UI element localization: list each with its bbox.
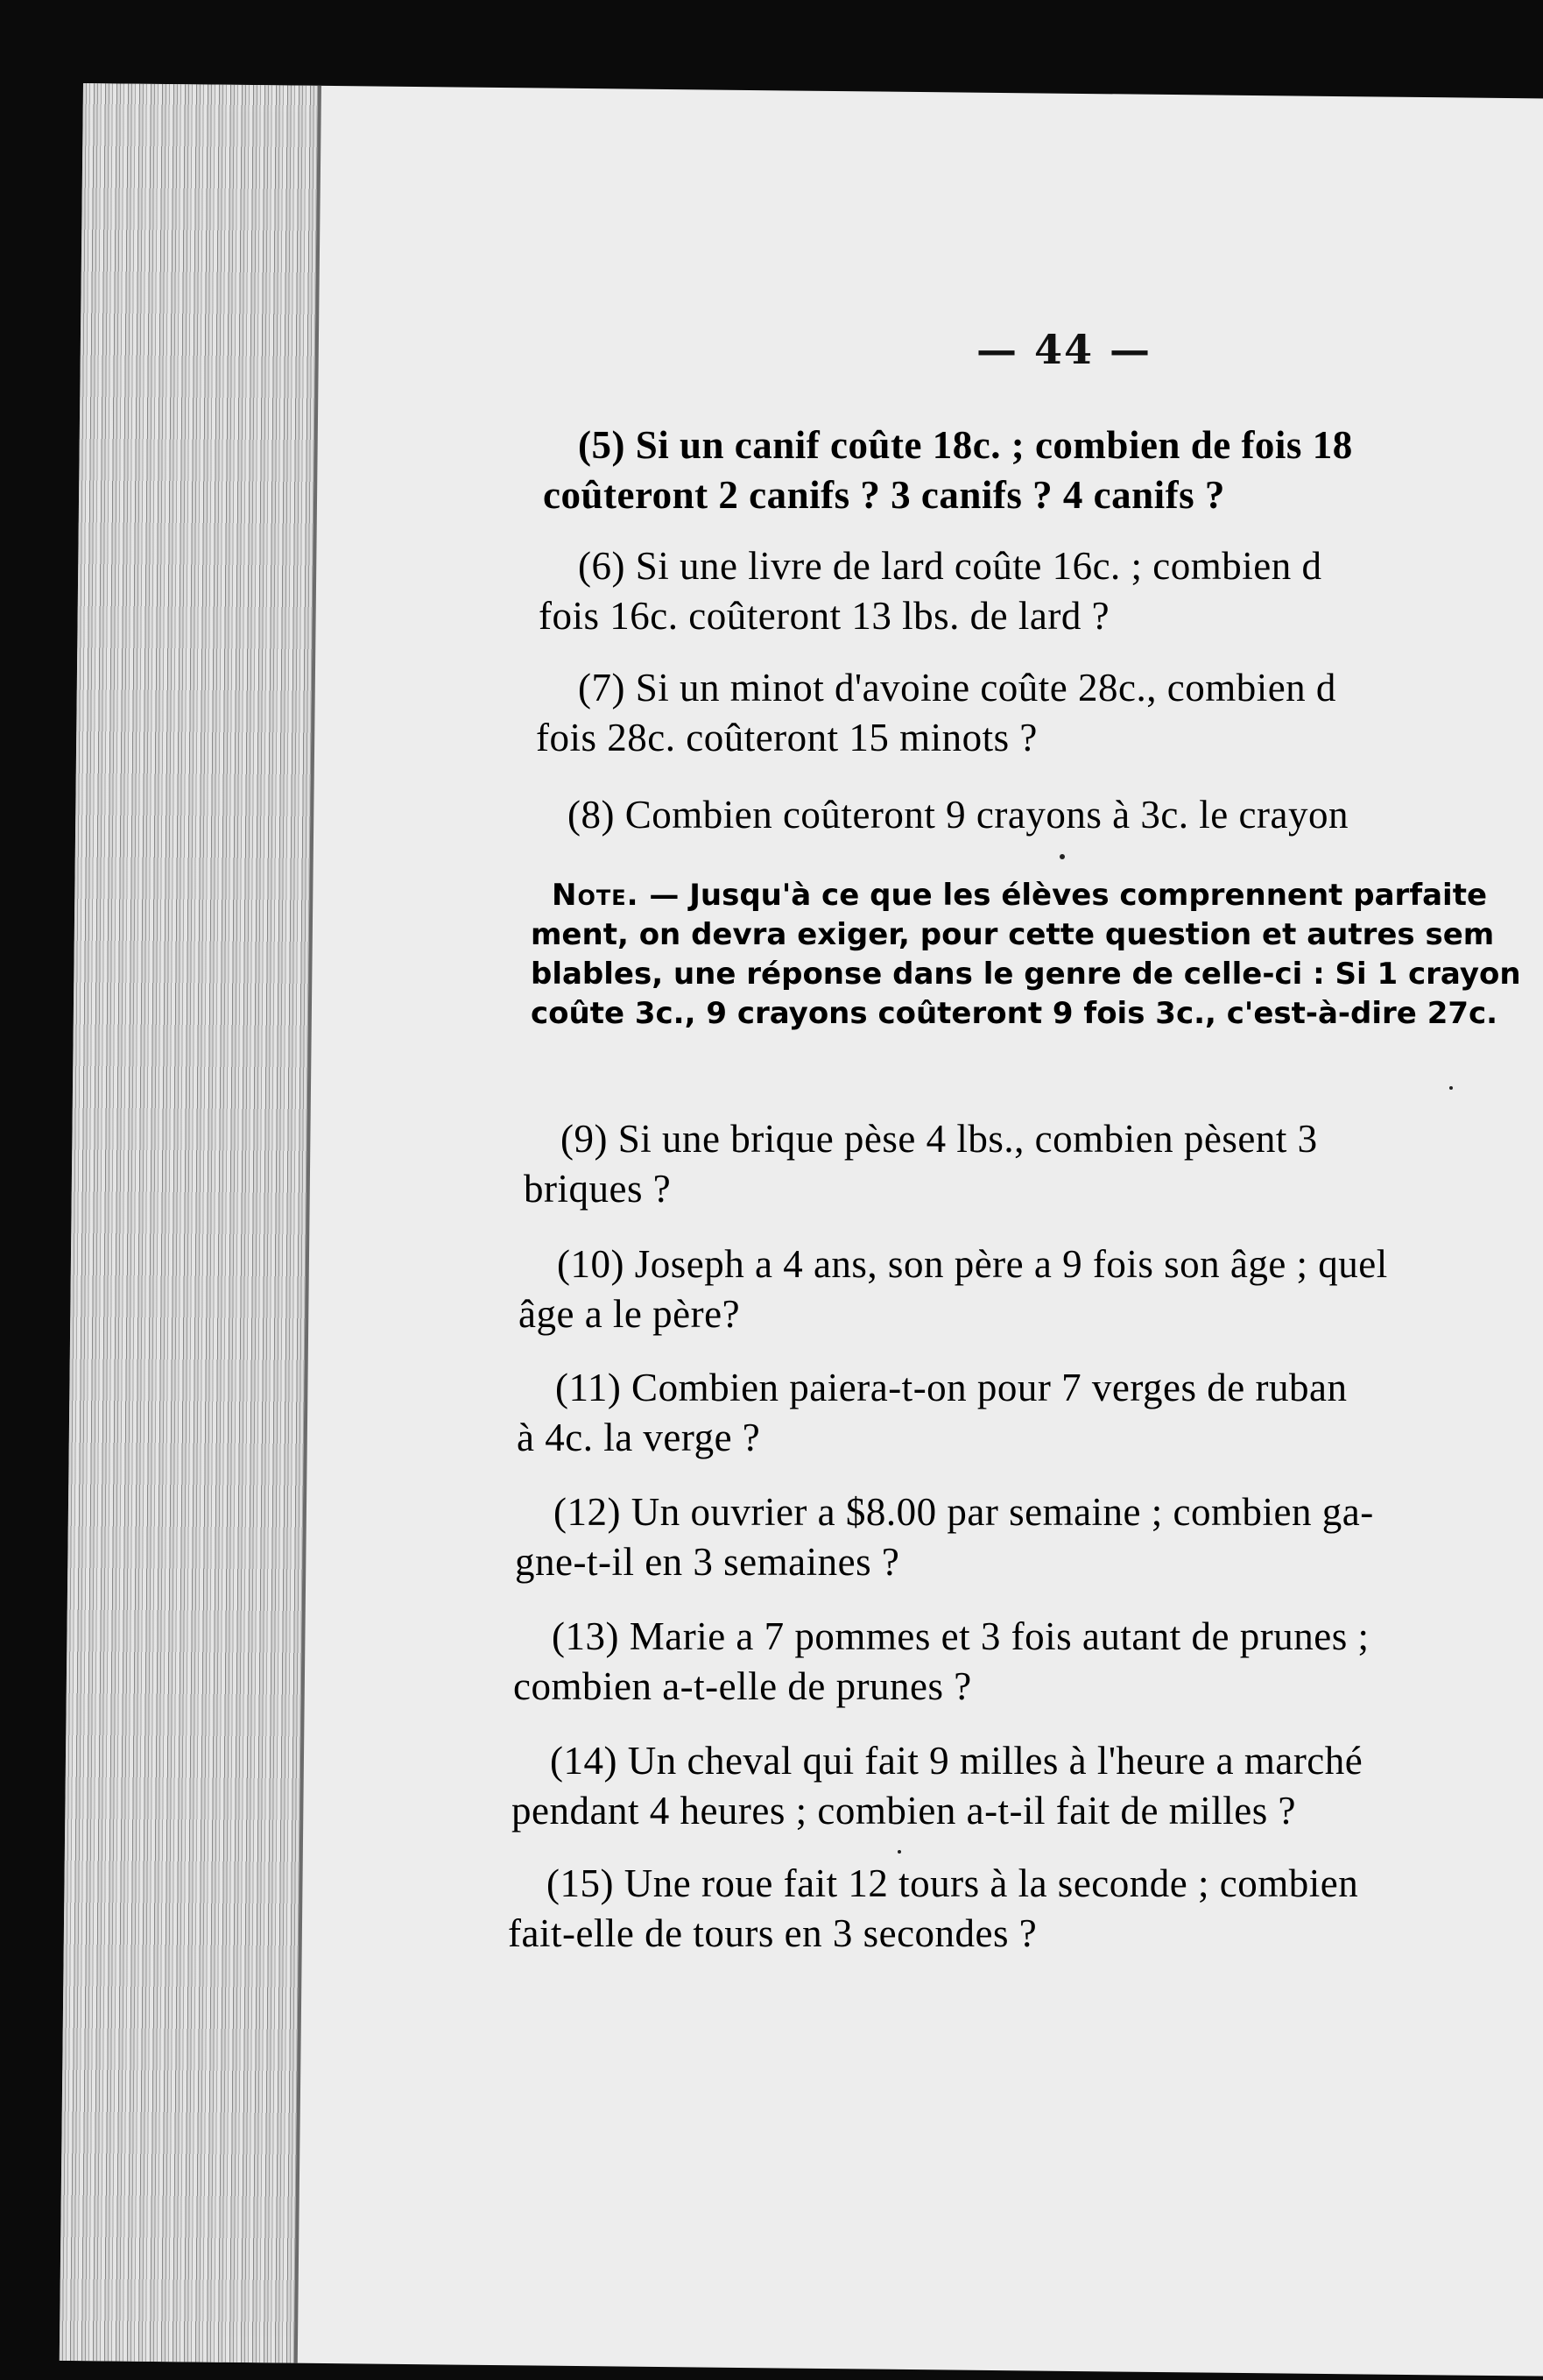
question-15-line-1: (15) Une roue fait 12 tours à la seconde ; combien xyxy=(546,1861,1359,1905)
question-7-line-2: fois 28c. coûteront 15 minots ? xyxy=(536,716,1038,759)
question-10 xyxy=(518,1239,1543,1339)
question-9-line-1: (9) Si une brique pèse 4 lbs., combien pèsent 3 xyxy=(560,1117,1318,1161)
note-line-3: blables, une réponse dans le genre de celle-ci : Si 1 crayon xyxy=(531,957,1521,992)
question-14 xyxy=(511,1736,1543,1836)
question-15-line-2: fait-elle de tours en 3 secondes ? xyxy=(508,1911,1038,1955)
question-5-line-1: (5) Si un canif coûte 18c. ; combien de fois 18 xyxy=(578,423,1353,467)
question-13 xyxy=(513,1612,1543,1712)
note-paragraph xyxy=(531,876,1543,1034)
question-11-line-2: à 4c. la verge ? xyxy=(517,1416,761,1459)
question-6 xyxy=(539,541,1543,641)
question-15 xyxy=(508,1859,1543,1959)
book-page-edges xyxy=(60,83,320,2363)
question-10-line-2: âge a le père? xyxy=(518,1292,741,1336)
question-9 xyxy=(524,1114,1543,1214)
question-8-line-1: (8) Combien coûteront 9 crayons à 3c. le crayon xyxy=(567,793,1349,837)
question-6-line-1: (6) Si une livre de lard coûte 16c. ; combien d xyxy=(578,544,1322,588)
question-11 xyxy=(517,1363,1543,1463)
note-label: Note. xyxy=(552,878,639,913)
ink-speck xyxy=(1060,854,1065,859)
ink-speck xyxy=(1449,1086,1453,1090)
question-7 xyxy=(536,663,1543,763)
note-line-1-text: — Jusqu'à ce que les élèves comprennent parfaite xyxy=(649,878,1488,913)
question-8 xyxy=(536,790,1543,840)
ink-speck xyxy=(898,1850,901,1854)
question-9-line-2: briques ? xyxy=(524,1167,672,1211)
question-14-line-1: (14) Un cheval qui fait 9 milles à l'heure a marché xyxy=(550,1739,1363,1783)
question-13-line-1: (13) Marie a 7 pommes et 3 fois autant de prunes ; xyxy=(552,1614,1370,1658)
question-12-line-2: gne-t-il en 3 semaines ? xyxy=(515,1540,900,1584)
question-12 xyxy=(515,1487,1543,1587)
question-11-line-1: (11) Combien paiera-t-on pour 7 verges de ruban xyxy=(555,1366,1348,1409)
question-7-line-1: (7) Si un minot d'avoine coûte 28c., combien d xyxy=(578,666,1336,710)
question-13-line-2: combien a-t-elle de prunes ? xyxy=(513,1664,972,1708)
page-number: — 44 — xyxy=(976,326,1152,373)
question-14-line-2: pendant 4 heures ; combien a-t-il fait de milles ? xyxy=(511,1789,1296,1833)
note-line-2: ment, on devra exiger, pour cette question et autres sem xyxy=(531,917,1495,952)
question-5-line-2: coûteront 2 canifs ? 3 canifs ? 4 canifs ? xyxy=(543,473,1225,517)
question-6-line-2: fois 16c. coûteront 13 lbs. de lard ? xyxy=(539,594,1110,638)
note-line-4: coûte 3c., 9 crayons coûteront 9 fois 3c., c'est-à-dire 27c. xyxy=(531,996,1498,1031)
note-line-1 xyxy=(531,876,1543,915)
question-10-line-1: (10) Joseph a 4 ans, son père a 9 fois son âge ; quel xyxy=(557,1242,1388,1286)
question-5 xyxy=(543,420,1543,520)
question-12-line-1: (12) Un ouvrier a $8.00 par semaine ; combien ga- xyxy=(553,1490,1374,1534)
